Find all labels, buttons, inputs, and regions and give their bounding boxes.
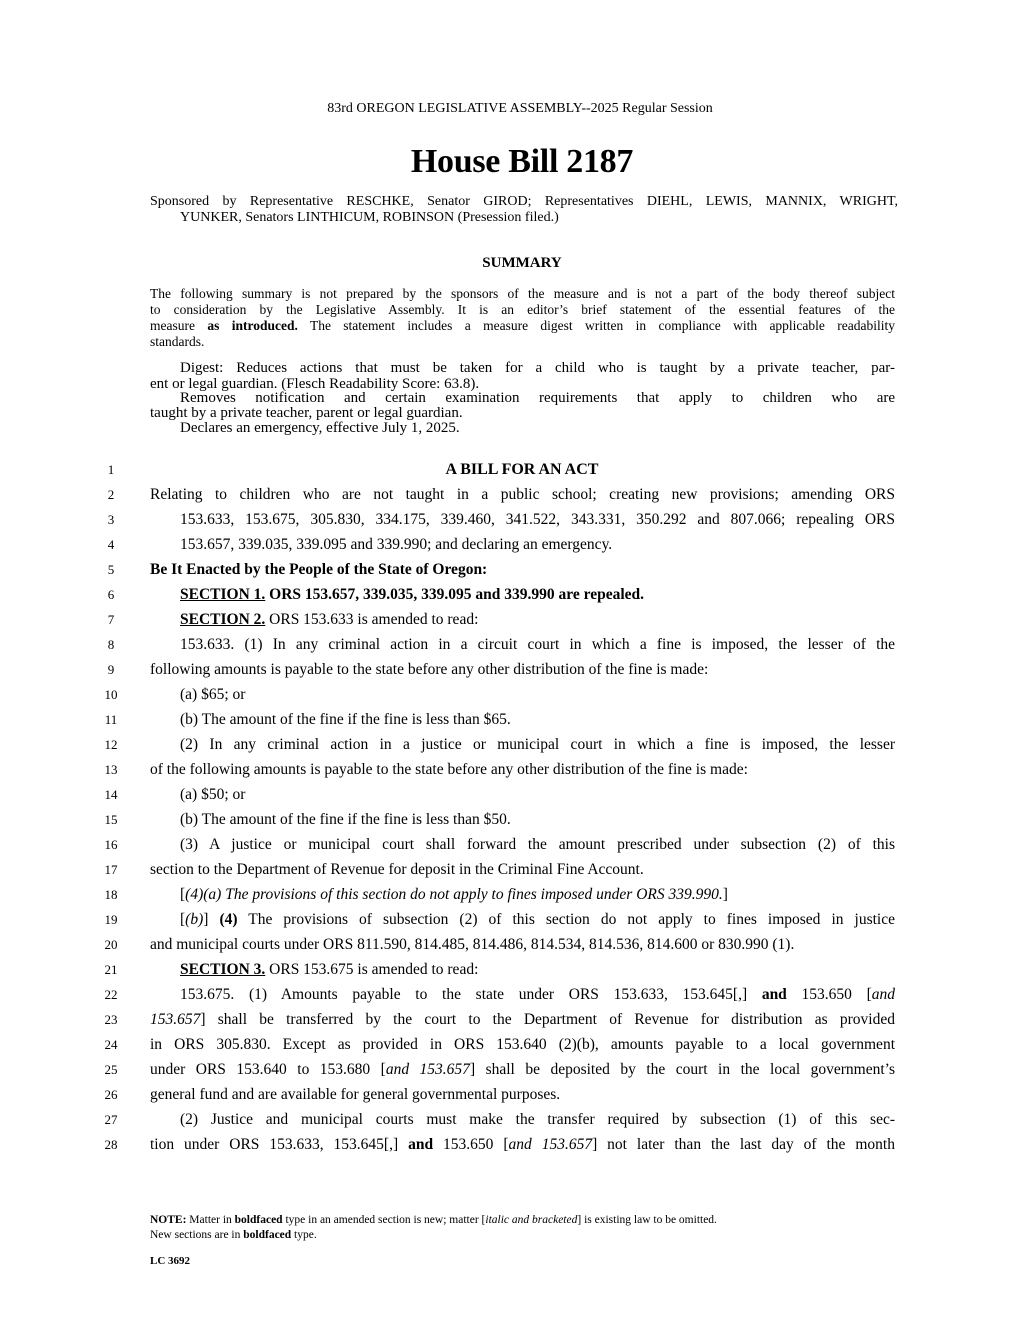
summary-intro-line: to consideration by the Legislative Assembly. It is an editor’s brief statement of the essential features of the <box>150 302 895 317</box>
bill-line: (2) In any criminal action in a justice or municipal court in which a fine is imposed, the lesser <box>180 736 895 753</box>
note-text: type in an amended section is new; matter [ <box>282 1214 486 1226</box>
section-label: SECTION 1. <box>180 586 266 603</box>
summary-text: The statement includes a measure digest written in compliance with applicable readability <box>297 318 895 333</box>
bill-line: 153.657, 339.035, 339.095 and 339.990; and declaring an emergency. <box>180 536 613 553</box>
note-text: New sections are in <box>150 1229 244 1241</box>
note-label: NOTE: <box>150 1214 187 1226</box>
digest-line: Declares an emergency, effective July 1, 2025. <box>180 420 460 436</box>
summary-intro-line: The following summary is not prepared by the sponsors of the measure and is not a part of the body thereof subject <box>150 286 895 301</box>
line-number: 28 <box>104 1137 118 1152</box>
bill-line <box>150 1011 895 1029</box>
bracket: ] <box>722 886 728 903</box>
bill-text: ] shall be transferred by the court to the Department of Revenue for distribution as provided <box>200 1011 895 1028</box>
bill-text: 153.675. (1) Amounts payable to the state under ORS 153.633, 153.645[,] <box>180 986 762 1003</box>
bill-line: (b) The amount of the fine if the fine is less than $50. <box>180 811 511 828</box>
new-text: and <box>408 1136 434 1153</box>
bill-line <box>180 586 895 604</box>
note-text-bold: boldfaced <box>234 1214 283 1226</box>
bill-title: House Bill 2187 <box>410 143 634 180</box>
deleted-text: and <box>871 986 895 1003</box>
note-text-bold: boldfaced <box>243 1229 292 1241</box>
line-number: 23 <box>104 1012 118 1027</box>
line-number: 17 <box>104 862 118 877</box>
section-label: SECTION 3. <box>180 961 266 978</box>
bracket: [ <box>180 911 186 928</box>
bill-line: (2) Justice and municipal courts must make the transfer required by subsection (1) of this sec- <box>180 1111 895 1128</box>
digest-line: ent or legal guardian. (Flesch Readability Score: 63.8). <box>150 376 480 392</box>
bill-line: (b) The amount of the fine if the fine is less than $65. <box>180 711 511 728</box>
bill-text: The provisions of subsection (2) of this section do not apply to fines imposed in justice <box>237 911 895 928</box>
digest-line: taught by a private teacher, parent or legal guardian. <box>150 405 463 421</box>
new-text: (4) <box>219 911 238 928</box>
line-number: 18 <box>104 887 118 902</box>
bill-line: (a) $50; or <box>180 786 246 803</box>
bill-line <box>180 961 895 979</box>
summary-text-bold: as introduced. <box>207 318 298 333</box>
line-number: 11 <box>104 712 118 727</box>
note-text-italic: italic and bracketed <box>485 1214 578 1226</box>
bill-line: following amounts is payable to the state before any other distribution of the fine is made: <box>150 661 709 678</box>
line-number: 12 <box>104 737 118 752</box>
bill-line <box>180 611 895 629</box>
line-number: 22 <box>104 987 118 1002</box>
bill-line: of the following amounts is payable to the state before any other distribution of the fine is made: <box>150 761 748 778</box>
line-number: 6 <box>107 587 115 602</box>
bill-text-bold: ORS 153.657, 339.035, 339.095 and 339.990 are repealed. <box>265 586 645 603</box>
line-number: 21 <box>104 962 118 977</box>
deleted-text: 153.657 <box>150 1011 201 1028</box>
deleted-text: (b) <box>185 911 204 928</box>
line-number: 16 <box>104 837 118 852</box>
bill-line <box>150 1061 895 1079</box>
bill-text: ORS 153.633 is amended to read: <box>265 611 479 628</box>
sponsor-line: Sponsored by Representative RESCHKE, Senator GIROD; Representatives DIEHL, LEWIS, MANNIX, WRIGHT, <box>150 194 898 209</box>
deleted-text: and 153.657 <box>508 1136 593 1153</box>
note-text: Matter in <box>186 1214 235 1226</box>
lc-number: LC 3692 <box>150 1255 191 1267</box>
bill-heading: A BILL FOR AN ACT <box>445 461 599 478</box>
bill-line: (a) $65; or <box>180 686 246 703</box>
bill-line: 153.633. (1) In any criminal action in a circuit court in which a fine is imposed, the lesser of the <box>180 636 895 653</box>
bill-line <box>150 1136 895 1154</box>
summary-heading: SUMMARY <box>482 255 562 271</box>
line-number: 8 <box>107 637 115 652</box>
line-number: 19 <box>104 912 118 927</box>
footer-note <box>150 1228 317 1242</box>
line-number: 10 <box>104 687 118 702</box>
digest-line: Removes notification and certain examination requirements that apply to children who are <box>180 390 895 406</box>
new-text: and <box>761 986 787 1003</box>
bill-text: 153.650 [ <box>786 986 872 1003</box>
line-number: 13 <box>104 762 118 777</box>
line-number: 3 <box>107 512 115 527</box>
sponsor-line: YUNKER, Senators LINTHICUM, ROBINSON (Presession filed.) <box>180 210 559 225</box>
note-text: type. <box>291 1229 317 1241</box>
line-number: 9 <box>107 662 115 677</box>
deleted-text: and 153.657 <box>385 1061 470 1078</box>
line-number: 27 <box>104 1112 118 1127</box>
bill-line: (3) A justice or municipal court shall forward the amount prescribed under subsection (2) of this <box>180 836 895 853</box>
bracket: ] <box>203 911 220 928</box>
bill-line <box>180 911 895 929</box>
footer-note <box>150 1213 717 1227</box>
line-number: 4 <box>107 537 115 552</box>
bill-line: general fund and are available for general governmental purposes. <box>150 1086 561 1103</box>
summary-intro-line <box>150 318 895 334</box>
bill-text: ORS 153.675 is amended to read: <box>265 961 479 978</box>
bill-line: 153.633, 153.675, 305.830, 334.175, 339.460, 341.522, 343.331, 350.292 and 807.066; repealing ORS <box>180 511 895 528</box>
line-number: 24 <box>104 1037 118 1052</box>
bill-line: and municipal courts under ORS 811.590, 814.485, 814.486, 814.534, 814.536, 814.600 or 830.990 (1). <box>150 936 795 953</box>
line-number: 2 <box>107 487 115 502</box>
note-text: ] is existing law to be omitted. <box>577 1214 717 1226</box>
bill-line: in ORS 305.830. Except as provided in ORS 153.640 (2)(b), amounts payable to a local government <box>150 1036 895 1053</box>
bill-line <box>180 886 895 904</box>
bill-text: tion under ORS 153.633, 153.645[,] <box>150 1136 409 1153</box>
bill-text: 153.650 [ <box>433 1136 509 1153</box>
summary-text: measure <box>150 318 208 333</box>
bill-text: ] not later than the last day of the month <box>592 1136 895 1153</box>
enacting-clause: Be It Enacted by the People of the State of Oregon: <box>150 561 488 578</box>
bill-line: section to the Department of Revenue for deposit in the Criminal Fine Account. <box>150 861 644 878</box>
line-number: 25 <box>104 1062 118 1077</box>
line-number: 20 <box>104 937 118 952</box>
summary-intro-line: standards. <box>150 334 205 349</box>
digest-line: Digest: Reduces actions that must be taken for a child who is taught by a private teacher, par- <box>180 360 895 376</box>
line-number: 7 <box>107 612 115 627</box>
line-number: 15 <box>104 812 118 827</box>
line-number: 14 <box>104 787 118 802</box>
bracket: [ <box>180 886 186 903</box>
deleted-text: (4)(a) The provisions of this section do not apply to fines imposed under ORS 339.990. <box>185 886 723 903</box>
line-number: 1 <box>107 462 115 477</box>
section-label: SECTION 2. <box>180 611 266 628</box>
session-header: 83rd OREGON LEGISLATIVE ASSEMBLY--2025 Regular Session <box>327 101 713 116</box>
bill-line: Relating to children who are not taught in a public school; creating new provisions; amending ORS <box>150 486 895 503</box>
line-number: 26 <box>104 1087 118 1102</box>
bill-text: ] shall be deposited by the court in the local government’s <box>469 1061 895 1078</box>
bill-line <box>180 986 895 1004</box>
bill-text: under ORS 153.640 to 153.680 [ <box>150 1061 386 1078</box>
line-number: 5 <box>107 562 115 577</box>
